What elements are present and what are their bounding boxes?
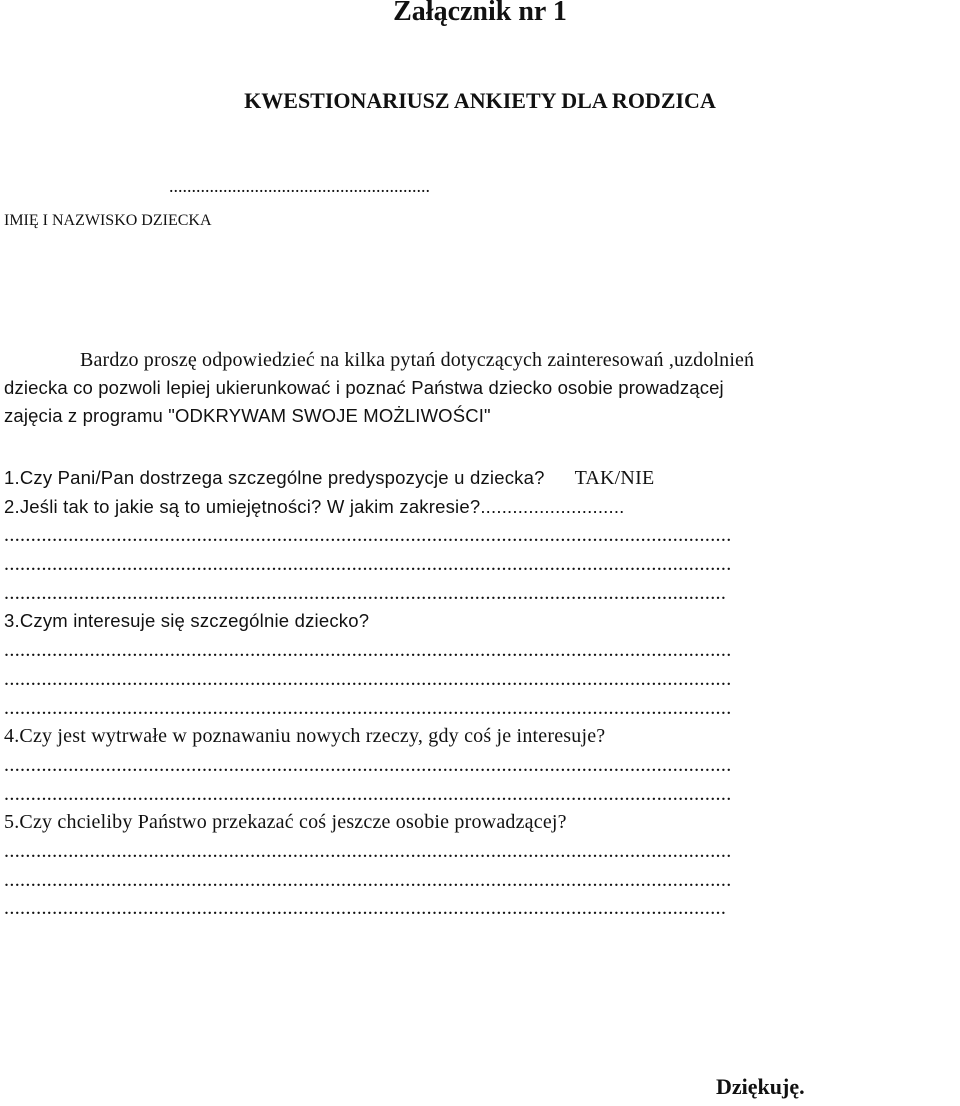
answer-line[interactable]: ........................................................................................................................................: [4, 753, 732, 776]
answer-line[interactable]: ........................................................................................................................................: [4, 839, 732, 862]
question-5: 5.Czy chcieliby Państwo przekazać coś jeszcze osobie prowadzącej?: [4, 811, 567, 834]
question-1-text: 1.Czy Pani/Pan dostrzega szczególne predyspozycje u dziecka?: [4, 467, 545, 488]
questions-section: [4, 464, 956, 923]
question-3: 3.Czym interesuje się szczególnie dziecko?: [4, 610, 370, 632]
answer-line[interactable]: ........................................................................................................................................: [4, 782, 732, 805]
intro-paragraph: [4, 346, 956, 430]
question-1-options[interactable]: TAK/NIE: [574, 467, 655, 489]
question-1: [4, 464, 956, 493]
answer-line[interactable]: .......................................................................................................................................: [4, 581, 727, 604]
child-name-blank[interactable]: ..........................................................: [169, 176, 430, 196]
answer-line[interactable]: ........................................................................................................................................: [4, 696, 732, 719]
question-2: 2.Jeśli tak to jakie są to umiejętności? W jakim zakresie?...........................: [4, 495, 625, 517]
question-4: 4.Czy jest wytrwałe w poznawaniu nowych rzeczy, gdy coś je interesuje?: [4, 725, 606, 748]
answer-line[interactable]: ........................................................................................................................................: [4, 868, 732, 891]
intro-line-2: dziecka co pozwoli lepiej ukierunkować i poznać Państwa dziecko osobie prowadzącej: [4, 377, 724, 398]
intro-line-3: zajęcia z programu "ODKRYWAM SWOJE MOŻLIWOŚCI": [4, 405, 491, 426]
answer-line[interactable]: ........................................................................................................................................: [4, 639, 732, 662]
answer-line[interactable]: ........................................................................................................................................: [4, 553, 732, 576]
answer-line[interactable]: ........................................................................................................................................: [4, 667, 732, 690]
child-name-caption: IMIĘ I NAZWISKO DZIECKA: [4, 212, 212, 229]
thanks-signoff: Dziękuję.: [716, 1074, 805, 1099]
answer-line[interactable]: .......................................................................................................................................: [4, 897, 727, 920]
intro-line-1: Bardzo proszę odpowiedzieć na kilka pytań dotyczących zainteresowań ,uzdolnień: [80, 349, 755, 371]
annex-title: Załącznik nr 1: [393, 0, 567, 27]
form-title: KWESTIONARIUSZ ANKIETY DLA RODZICA: [244, 88, 716, 113]
answer-line[interactable]: ........................................................................................................................................: [4, 524, 732, 547]
